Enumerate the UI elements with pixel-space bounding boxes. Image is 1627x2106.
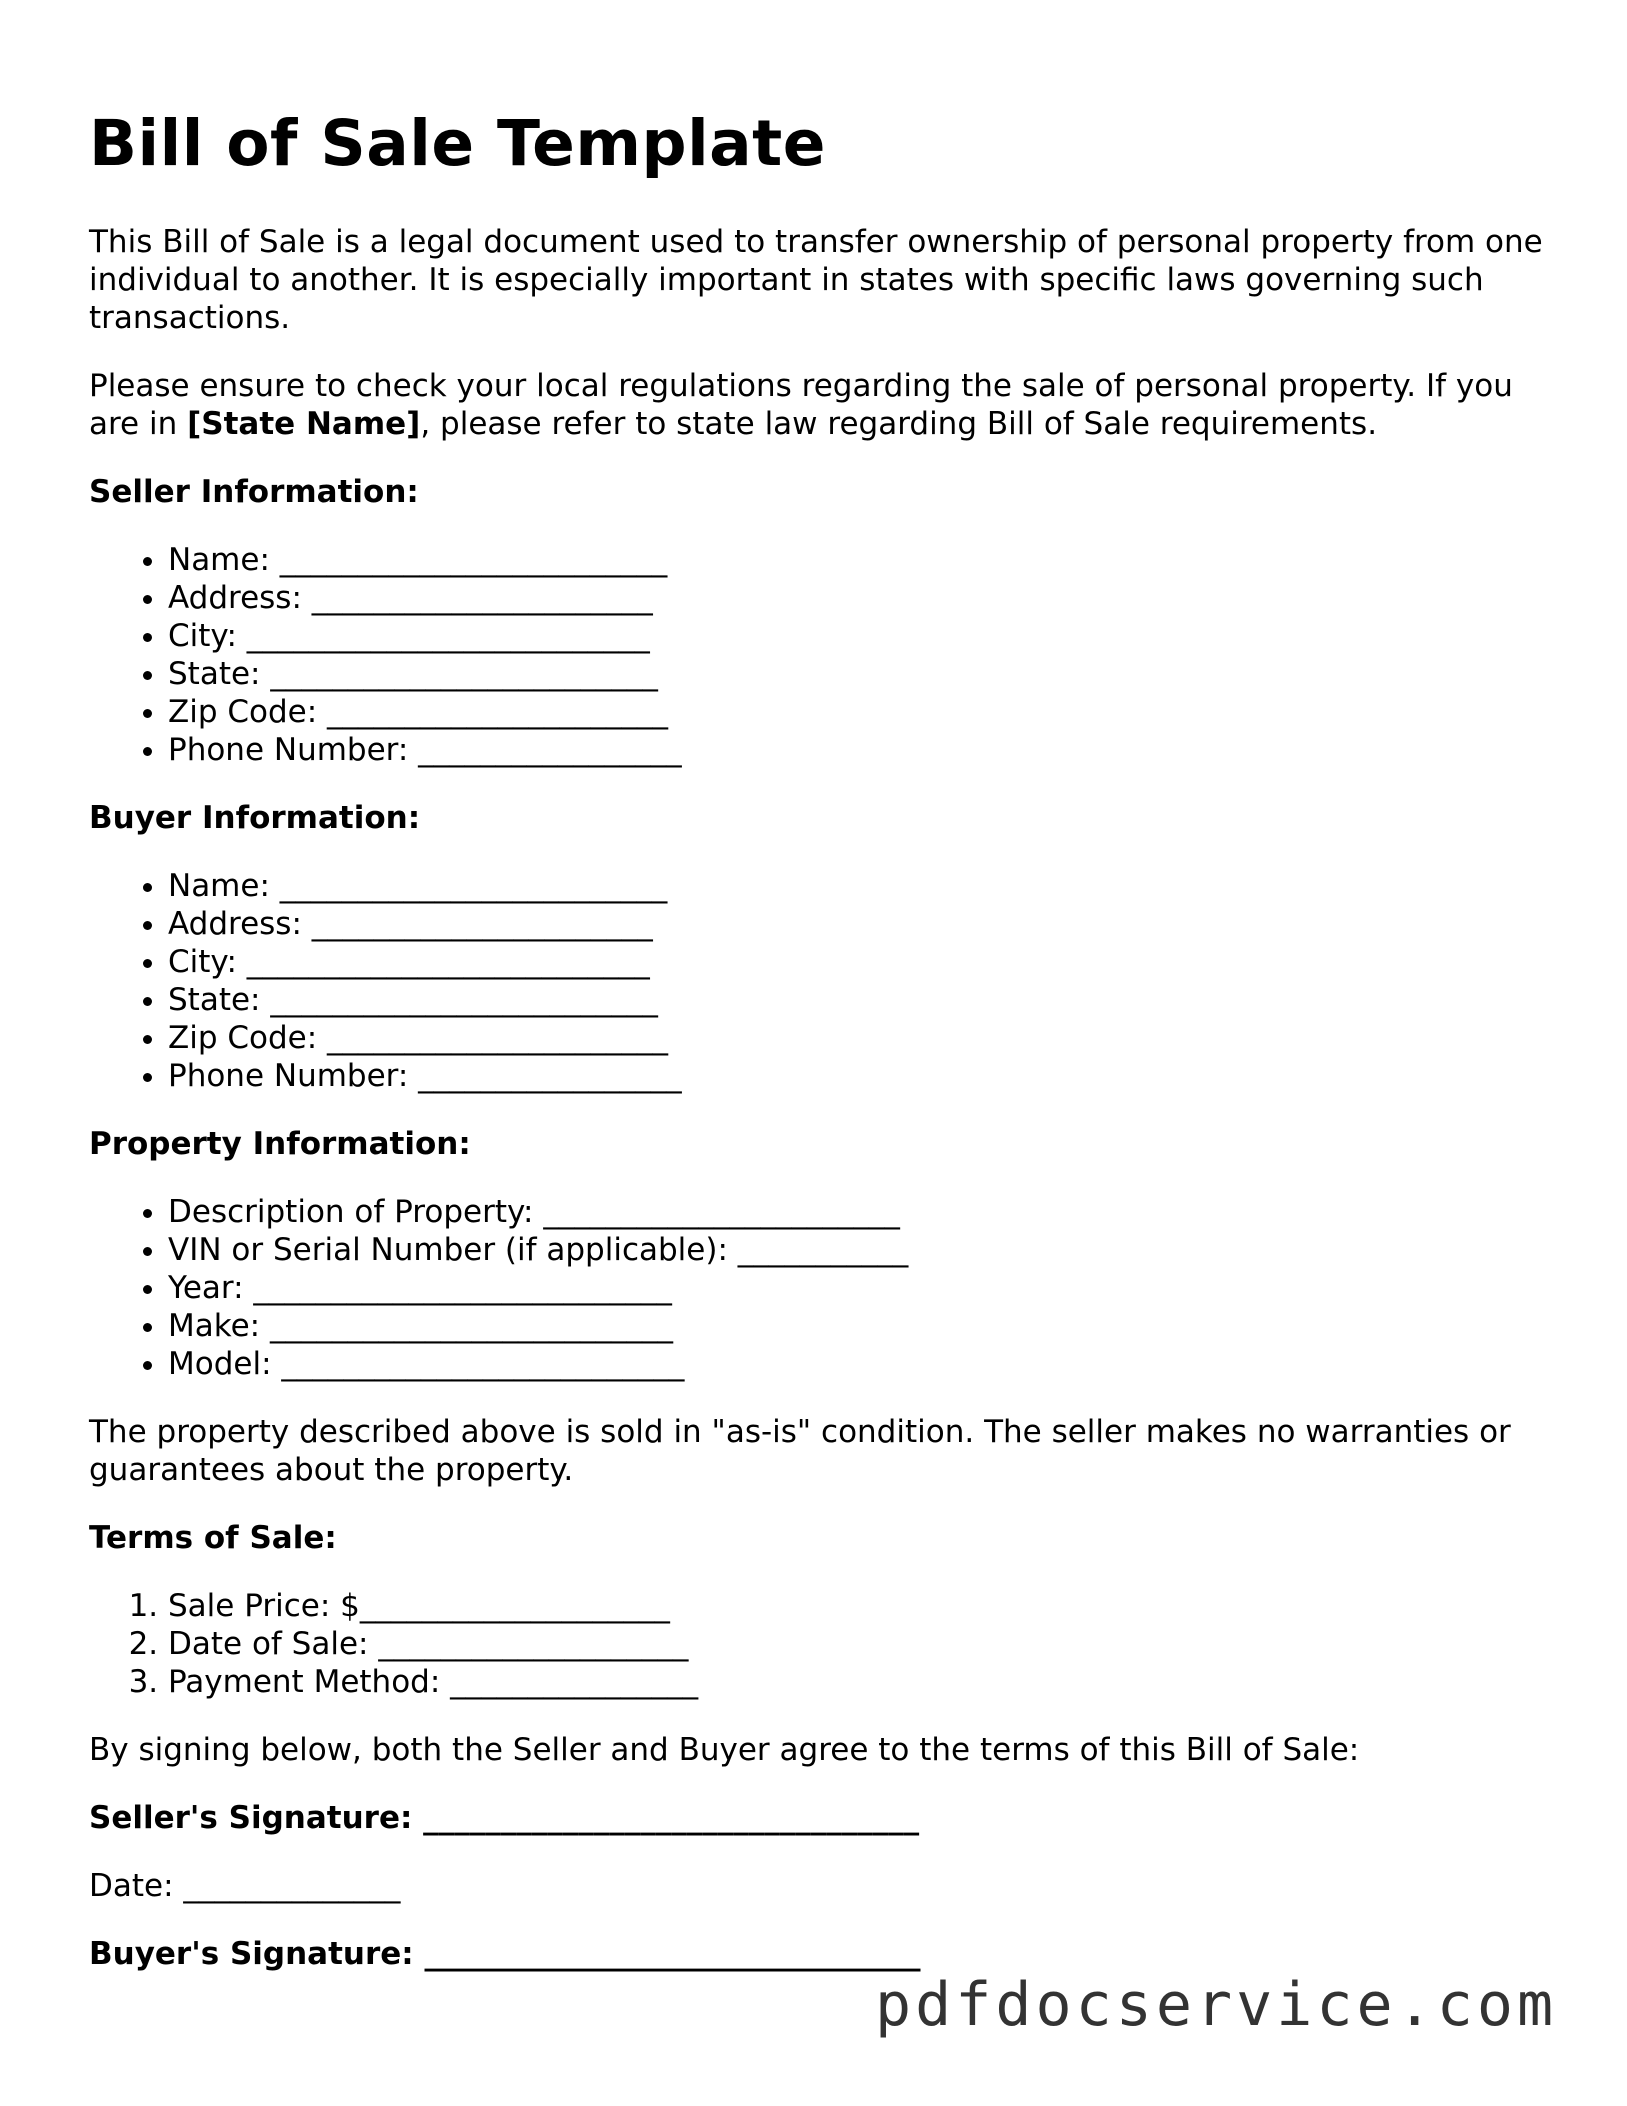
- property-info-heading: Property Information:: [89, 1126, 471, 1163]
- regulation-text-after: , please refer to state law regarding Bill of Sale requirements.: [420, 406, 1378, 443]
- signature-date-line[interactable]: Date: ______________: [89, 1868, 401, 1905]
- property-model-field[interactable]: • Model: __________________________: [168, 1345, 1549, 1383]
- seller-name-field[interactable]: • Name: _________________________: [168, 541, 1549, 579]
- buyer-info-heading: Buyer Information:: [89, 800, 421, 837]
- property-year-field[interactable]: • Year: ___________________________: [168, 1269, 1549, 1307]
- state-name-placeholder: [State Name]: [187, 406, 421, 443]
- date-of-sale-field[interactable]: 2. Date of Sale: ____________________: [168, 1625, 1549, 1663]
- seller-signature-line[interactable]: Seller's Signature: ________________________________: [89, 1800, 920, 1837]
- document-title: Bill of Sale Template: [89, 107, 827, 180]
- regulation-text-before: Please ensure to check your local regulations regarding the sale of personal property. If you are in: [89, 368, 1513, 443]
- buyer-info-list: [89, 867, 1549, 1095]
- property-make-field[interactable]: • Make: __________________________: [168, 1307, 1549, 1345]
- seller-zip-field[interactable]: • Zip Code: ______________________: [168, 693, 1549, 731]
- seller-info-heading: Seller Information:: [89, 474, 419, 511]
- seller-state-field[interactable]: • State: _________________________: [168, 655, 1549, 693]
- buyer-phone-field[interactable]: • Phone Number: _________________: [168, 1057, 1549, 1095]
- as-is-disclaimer: The property described above is sold in "as-is" condition. The seller makes no warranties or guarantees about the property.: [89, 1414, 1511, 1489]
- buyer-zip-field[interactable]: • Zip Code: ______________________: [168, 1019, 1549, 1057]
- buyer-signature-line[interactable]: Buyer's Signature: ________________________________: [89, 1936, 921, 1973]
- payment-method-field[interactable]: 3. Payment Method: ________________: [168, 1663, 1549, 1701]
- property-info-list: [89, 1193, 1549, 1383]
- property-vin-field[interactable]: • VIN or Serial Number (if applicable): ___________: [168, 1231, 1549, 1269]
- seller-info-list: [89, 541, 1549, 769]
- property-description-field[interactable]: • Description of Property: _______________________: [168, 1193, 1549, 1231]
- agreement-statement: By signing below, both the Seller and Buyer agree to the terms of this Bill of Sale:: [89, 1732, 1360, 1769]
- regulation-paragraph: [89, 367, 1549, 443]
- buyer-name-field[interactable]: • Name: _________________________: [168, 867, 1549, 905]
- seller-address-field[interactable]: • Address: ______________________: [168, 579, 1549, 617]
- intro-paragraph: This Bill of Sale is a legal document used to transfer ownership of personal property from one individual to another. It is especially important in states with specific laws governing such transactions.: [89, 224, 1543, 337]
- sale-price-field[interactable]: 1. Sale Price: $____________________: [168, 1587, 1549, 1625]
- buyer-state-field[interactable]: • State: _________________________: [168, 981, 1549, 1019]
- terms-of-sale-list: [89, 1587, 1549, 1701]
- seller-phone-field[interactable]: • Phone Number: _________________: [168, 731, 1549, 769]
- seller-city-field[interactable]: • City: __________________________: [168, 617, 1549, 655]
- terms-of-sale-heading: Terms of Sale:: [89, 1520, 337, 1557]
- watermark: pdfdocservice.com: [875, 1970, 1558, 2040]
- document-page: [89, 108, 1549, 2003]
- buyer-city-field[interactable]: • City: __________________________: [168, 943, 1549, 981]
- buyer-address-field[interactable]: • Address: ______________________: [168, 905, 1549, 943]
